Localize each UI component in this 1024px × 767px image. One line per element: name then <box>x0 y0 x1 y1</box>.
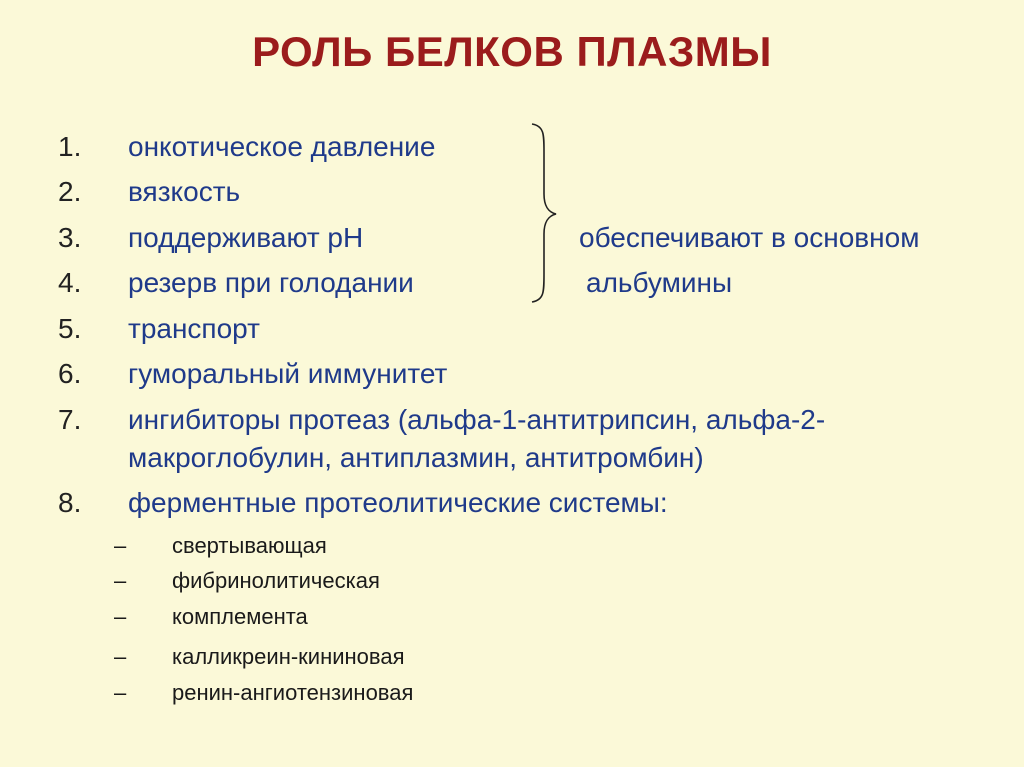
item-text: резерв при голодании <box>128 267 414 298</box>
sub-item-dash: – <box>114 533 127 558</box>
item-number: 4. <box>58 267 82 298</box>
sub-item-text: фибринолитическая <box>172 568 380 593</box>
sub-item-dash: – <box>114 644 127 669</box>
item-number: 1. <box>58 131 82 162</box>
item-text-line1: ингибиторы протеаз (альфа-1-антитрипсин, альфа-2- <box>128 404 826 435</box>
item-text: поддерживают pH <box>128 222 364 253</box>
item-text: ферментные протеолитические системы: <box>128 487 668 518</box>
item-text: вязкость <box>128 176 241 207</box>
slide-title: РОЛЬ БЕЛКОВ ПЛАЗМЫ <box>252 28 772 75</box>
sub-item-text: ренин-ангиотензиновая <box>172 680 414 705</box>
curly-brace-icon <box>526 122 566 304</box>
item-text: онкотическое давление <box>128 131 436 162</box>
item-number: 2. <box>58 176 82 207</box>
item-number: 7. <box>58 404 82 435</box>
sub-item-dash: – <box>114 604 127 629</box>
note-line2: альбумины <box>586 267 733 298</box>
item-number: 8. <box>58 487 82 518</box>
sub-item-dash: – <box>114 680 127 705</box>
item-number: 6. <box>58 358 82 389</box>
item-text: гуморальный иммунитет <box>128 358 448 389</box>
note-line1: обеспечивают в основном <box>579 222 920 253</box>
item-number: 3. <box>58 222 82 253</box>
item-text-line2: макроглобулин, антиплазмин, антитромбин) <box>128 442 704 473</box>
sub-item-text: свертывающая <box>172 533 327 558</box>
sub-item-text: комплемента <box>172 604 308 629</box>
sub-item-text: калликреин-кининовая <box>172 644 405 669</box>
item-number: 5. <box>58 313 82 344</box>
sub-item-dash: – <box>114 568 127 593</box>
item-text: транспорт <box>128 313 260 344</box>
